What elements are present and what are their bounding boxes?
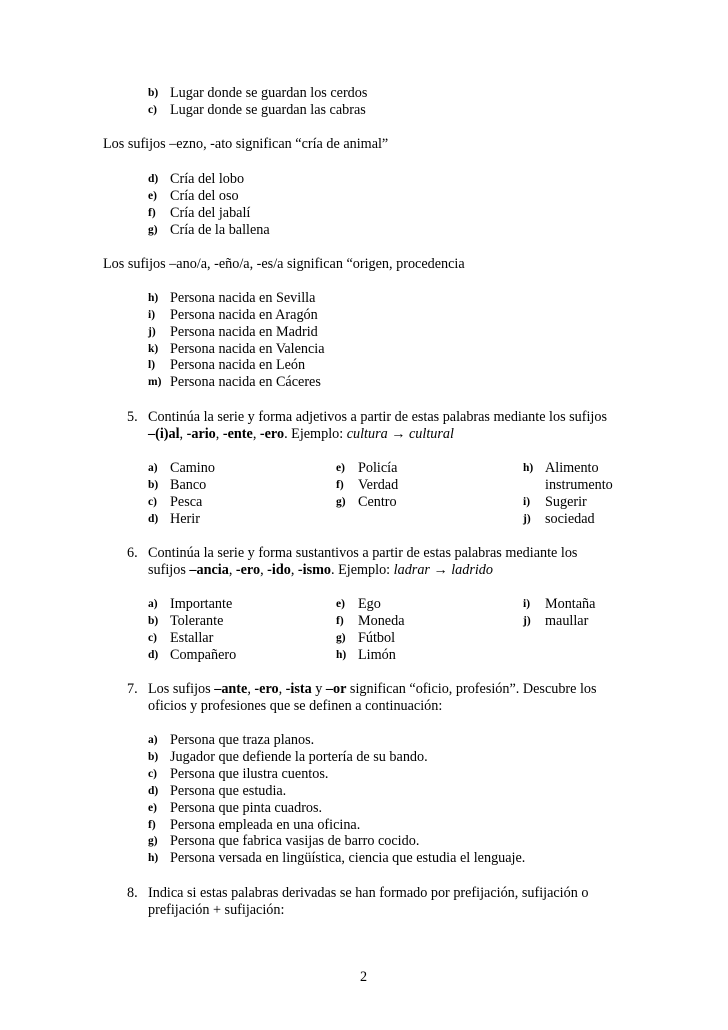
exercise-instruction-line2: prefijación + sufijación: — [148, 902, 285, 918]
suffix: -ero — [235, 562, 261, 578]
list-label: c) — [148, 104, 157, 116]
list-label: c) — [148, 632, 157, 644]
list-label: e) — [148, 190, 157, 202]
list-label: b) — [148, 751, 159, 763]
list-label: i) — [523, 496, 531, 508]
list-label: e) — [336, 462, 345, 474]
list-item: Fútbol — [358, 630, 396, 646]
list-label: b) — [148, 87, 159, 99]
list-label: d) — [148, 173, 159, 185]
list-item: Persona que traza planos. — [170, 732, 315, 748]
list-item: Compañero — [170, 647, 237, 663]
exercise-number: 7. — [127, 681, 138, 697]
suffix: -ero — [254, 681, 279, 697]
list-label: f) — [148, 207, 156, 219]
list-label: j) — [523, 615, 531, 627]
suffix: –ancia — [189, 562, 229, 578]
suffix: –(i)al — [148, 426, 180, 442]
example: cultura → cultural — [346, 426, 454, 442]
list-item: Persona nacida en Sevilla — [170, 290, 316, 306]
list-item: Ego — [358, 596, 381, 612]
list-label: g) — [336, 496, 346, 508]
list-label: h) — [336, 649, 347, 661]
list-item: Cría del oso — [170, 188, 239, 204]
list-item: Persona que estudia. — [170, 783, 287, 799]
list-label: a) — [148, 598, 158, 610]
list-item: Persona nacida en Valencia — [170, 341, 325, 357]
list-item: Persona nacida en León — [170, 357, 306, 373]
page-number: 2 — [360, 969, 368, 985]
list-item: Persona nacida en Aragón — [170, 307, 318, 323]
list-item: Centro — [358, 494, 397, 510]
list-label: c) — [148, 768, 157, 780]
suffix: –or — [325, 681, 347, 697]
suffix: -ero — [259, 426, 285, 442]
suffix: -ido — [267, 562, 291, 578]
exercise-instruction-line2: –(i)al, -ario, -ente, -ero. Ejemplo: cultura → cultural — [148, 426, 454, 442]
list-item: Lugar donde se guardan las cabras — [170, 102, 366, 118]
exercise-number: 6. — [127, 545, 138, 561]
list-item: Importante — [170, 596, 233, 612]
exercise-instruction: Los sufijos –ante, -ero, -ista y –or significan “oficio, profesión”. Descubre los — [148, 681, 597, 697]
list-label: h) — [523, 462, 534, 474]
list-label: d) — [148, 785, 159, 797]
list-item: Camino — [170, 460, 215, 476]
list-label: g) — [148, 835, 158, 847]
exercise-number: 8. — [127, 885, 138, 901]
list-item: Persona empleada en una oficina. — [170, 817, 361, 833]
list-label: j) — [523, 513, 531, 525]
list-item: Persona versada en lingüística, ciencia que estudia el lenguaje. — [170, 850, 526, 866]
list-item: Moneda — [358, 613, 405, 629]
list-label: i) — [523, 598, 531, 610]
list-item: Sugerir — [545, 494, 587, 510]
list-label: i) — [148, 309, 156, 321]
list-item: Limón — [358, 647, 396, 663]
list-item: maullar — [545, 613, 589, 629]
list-label: f) — [336, 615, 344, 627]
list-label: a) — [148, 734, 158, 746]
list-item: Alimento — [545, 460, 599, 476]
list-label: l) — [148, 359, 156, 371]
list-label: f) — [148, 819, 156, 831]
list-item: Montaña — [545, 596, 596, 612]
list-item: Pesca — [170, 494, 203, 510]
example: ladrar → ladrido — [393, 562, 493, 578]
list-item: Persona nacida en Cáceres — [170, 374, 321, 390]
list-label: j) — [148, 326, 156, 338]
list-item: Persona que ilustra cuentos. — [170, 766, 329, 782]
list-label: c) — [148, 496, 157, 508]
list-item: Estallar — [170, 630, 214, 646]
list-item: Cría del jabalí — [170, 205, 251, 221]
exercise-instruction-line2: oficios y profesiones que se definen a continuación: — [148, 698, 443, 714]
list-label: h) — [148, 292, 159, 304]
suffix: -ista — [285, 681, 312, 697]
list-item: Verdad — [358, 477, 399, 493]
list-label: k) — [148, 343, 159, 355]
list-item: Persona que pinta cuadros. — [170, 800, 323, 816]
list-label: d) — [148, 513, 159, 525]
list-item: Persona nacida en Madrid — [170, 324, 318, 340]
exercise-instruction-line2: sufijos –ancia, -ero, -ido, -ismo. Ejemplo: ladrar → ladrido — [148, 562, 493, 578]
list-item: Lugar donde se guardan los cerdos — [170, 85, 368, 101]
list-label: e) — [148, 802, 157, 814]
list-label: b) — [148, 615, 159, 627]
suffix: -ente — [222, 426, 253, 442]
list-item: Jugador que defiende la portería de su bando. — [170, 749, 428, 765]
list-label: e) — [336, 598, 345, 610]
list-label: h) — [148, 852, 159, 864]
suffix: -ismo — [297, 562, 332, 578]
list-item: Persona que fabrica vasijas de barro cocido. — [170, 833, 420, 849]
paragraph-ezno: Los sufijos –ezno, -ato significan “cría de animal” — [103, 136, 389, 152]
list-label: b) — [148, 479, 159, 491]
exercise-instruction: Indica si estas palabras derivadas se han formado por prefijación, sufijación o — [148, 885, 589, 901]
suffix: –ante — [214, 681, 248, 697]
exercise-instruction: Continúa la serie y forma adjetivos a partir de estas palabras mediante los sufijos — [148, 409, 607, 425]
list-item: Cría del lobo — [170, 171, 245, 187]
exercise-instruction: Continúa la serie y forma sustantivos a partir de estas palabras mediante los — [148, 545, 578, 561]
list-item: Policía — [358, 460, 398, 476]
exercise-number: 5. — [127, 409, 138, 425]
list-label: a) — [148, 462, 158, 474]
list-label: g) — [336, 632, 346, 644]
list-item: Tolerante — [170, 613, 224, 629]
list-label: g) — [148, 224, 158, 236]
paragraph-ano: Los sufijos –ano/a, -eño/a, -es/a significan “origen, procedencia — [103, 256, 465, 272]
list-label: m) — [148, 376, 162, 388]
suffix: -ario — [186, 426, 216, 442]
list-label: d) — [148, 649, 159, 661]
list-item: Cría de la ballena — [170, 222, 270, 238]
list-item-continuation: instrumento — [545, 477, 613, 493]
list-label: f) — [336, 479, 344, 491]
list-item: Banco — [170, 477, 207, 493]
list-item: sociedad — [545, 511, 595, 527]
list-item: Herir — [170, 511, 200, 527]
